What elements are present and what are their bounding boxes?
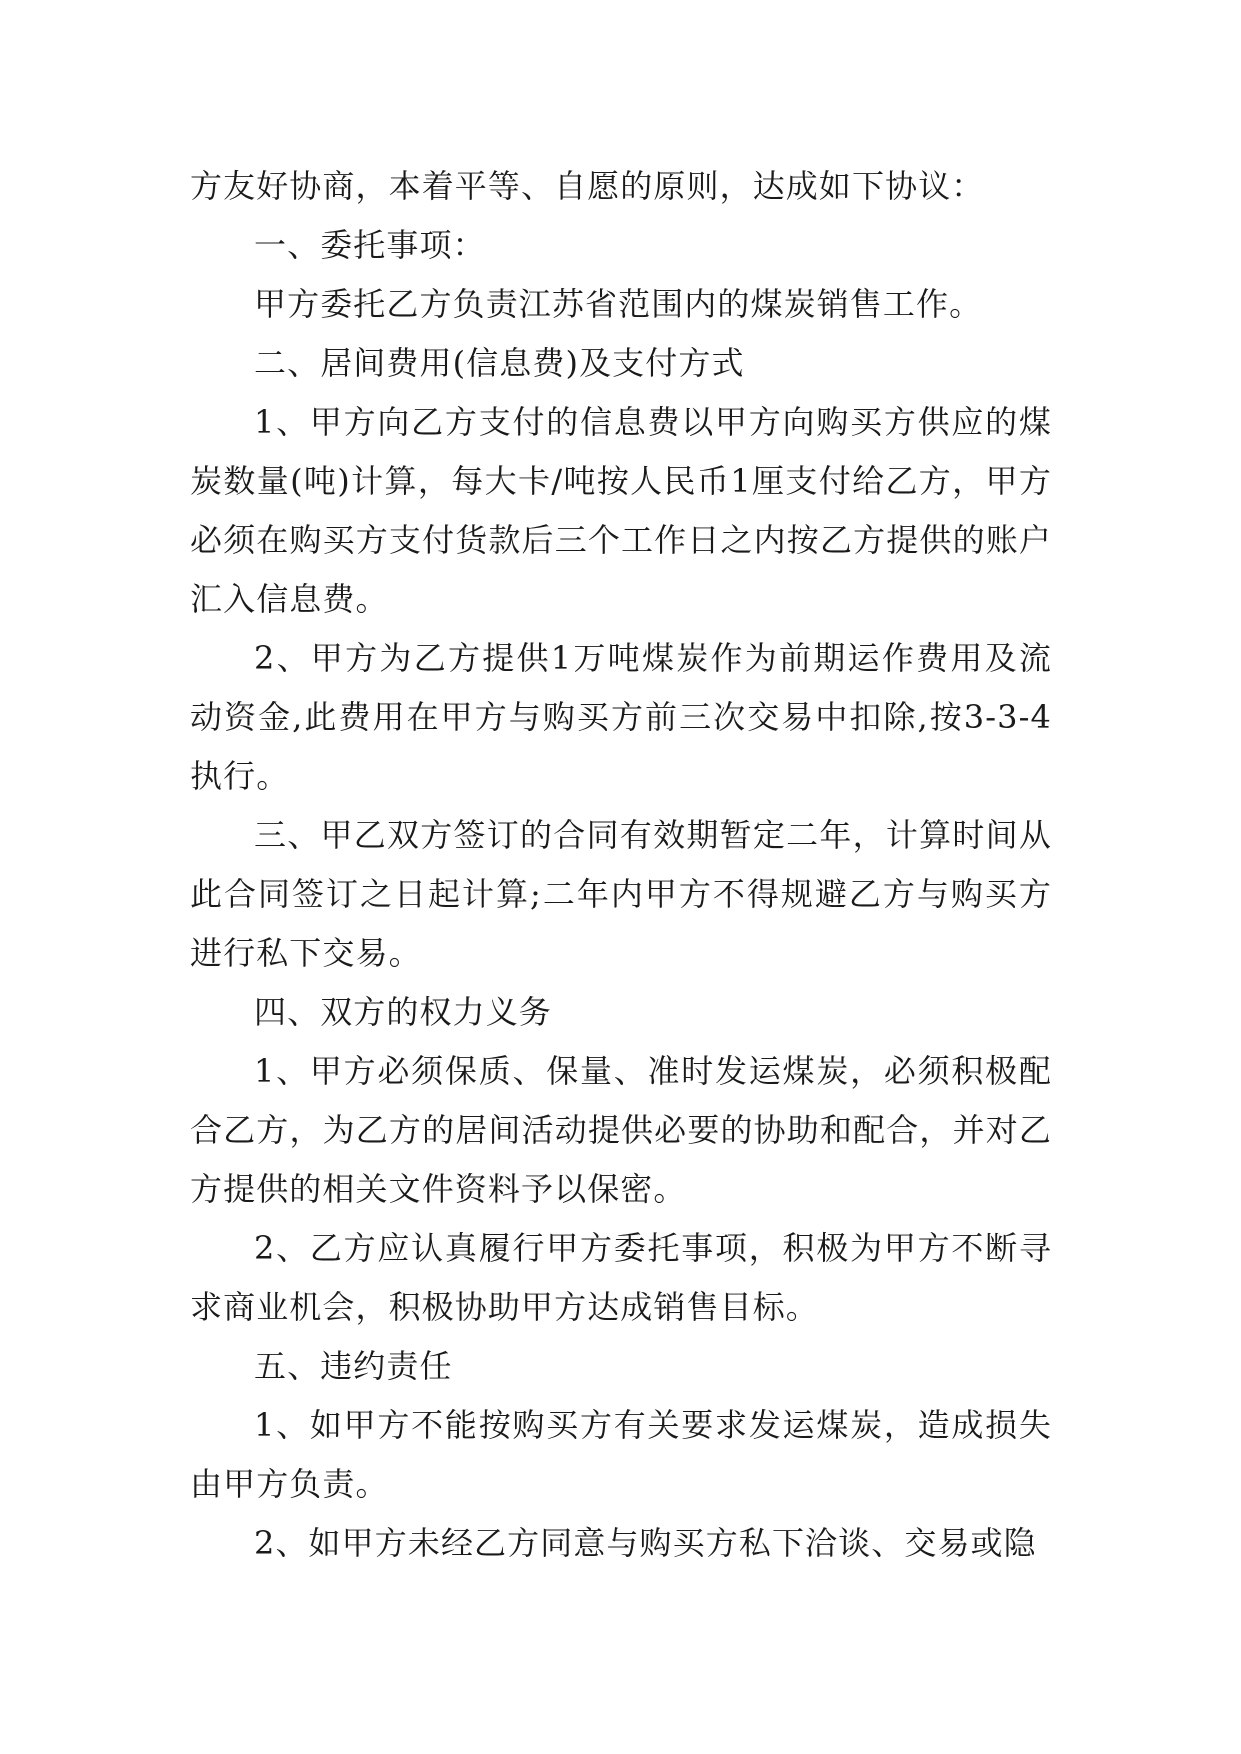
paragraph-fees-1: 1、甲方向乙方支付的信息费以甲方向购买方供应的煤炭数量(吨)计算，每大卡/吨按人民币1厘支付给乙方，甲方必须在购买方支付货款后三个工作日之内按乙方提供的账户汇入信息费。 (190, 403, 1052, 618)
heading-breach-liability: 五、违约责任 (254, 1347, 453, 1385)
paragraph-breach-1: 1、如甲方不能按购买方有关要求发运煤炭，造成损失由甲方负责。 (190, 1406, 1052, 1503)
paragraph-entrusted-matters: 甲方委托乙方负责江苏省范围内的煤炭销售工作。 (254, 285, 983, 323)
heading-rights-obligations: 四、双方的权力义务 (254, 993, 552, 1031)
paragraph-rights-1: 1、甲方必须保质、保量、准时发运煤炭，必须积极配合乙方，为乙方的居间活动提供必要的协助和配合，并对乙方提供的相关文件资料予以保密。 (190, 1052, 1052, 1208)
paragraph-rights-2: 2、乙方应认真履行甲方委托事项，积极为甲方不断寻求商业机会，积极协助甲方达成销售目标。 (190, 1229, 1052, 1326)
heading-fees-payment: 二、居间费用(信息费)及支付方式 (254, 344, 745, 382)
paragraph-fees-2: 2、甲方为乙方提供1万吨煤炭作为前期运作费用及流动资金,此费用在甲方与购买方前三次交易中扣除,按3-3-4执行。 (190, 639, 1052, 795)
paragraph-intro: 方友好协商，本着平等、自愿的原则，达成如下协议： (190, 167, 985, 205)
paragraph-breach-2: 2、如甲方未经乙方同意与购买方私下洽谈、交易或隐 (254, 1524, 1037, 1562)
document-body (190, 157, 1052, 1573)
paragraph-validity-period: 三、甲乙双方签订的合同有效期暂定二年，计算时间从此合同签订之日起计算;二年内甲方不得规避乙方与购买方进行私下交易。 (190, 816, 1052, 972)
heading-entrusted-matters: 一、委托事项： (254, 226, 486, 264)
